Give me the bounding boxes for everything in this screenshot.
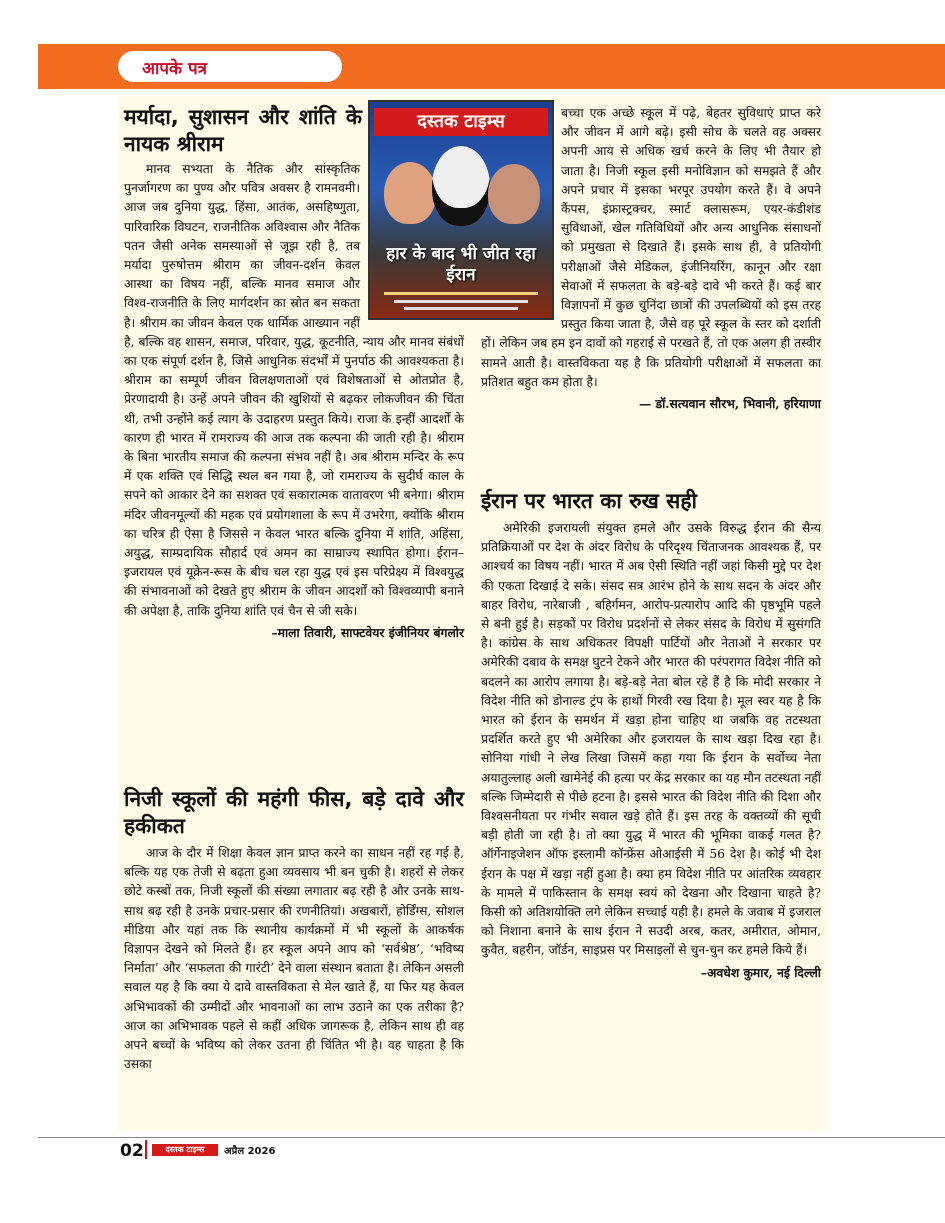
letter-3-title: ईरान पर भारत का रुख सही <box>481 489 697 513</box>
letter-2-signature: — डॉ.सत्यवान सौरभ, भिवानी, हरियाणा <box>638 396 821 412</box>
letter-1 <box>124 160 464 642</box>
section-label-pill <box>118 51 342 82</box>
letter-3 <box>481 488 821 982</box>
cover-wrap-spacer <box>360 160 464 328</box>
cover-wrap-spacer <box>481 104 561 334</box>
footer-rule <box>38 1137 945 1138</box>
letter-2-body-part1: आज के दौर में शिक्षा केवल ज्ञान प्राप्त करने का साधन नहीं रह गई है, बल्कि यह एक तेजी से बढ़ता हुआ व्यवसाय भी बन चुकी है। शहरों से लेकर छोटे कस्बों तक, निजी स्कूलों की संख्या लगातार बढ़ रही है और उनके साथ-साथ बढ़ रही है उनके प्रचार-प्रसार की रणनीतियां। अखबारों, होर्डिंग्स, सोशल मीडिया और यहां तक कि स्थानीय कार्यक्रमों में भी स्कूलों के आकर्षक विज्ञापन देखने को मिलते हैं। हर स्कूल अपने आप को ‘सर्वश्रेष्ठ’, ‘भविष्य निर्माता’ और ‘सफलता की गारंटी’ देने वाला संस्थान बताता है। लेकिन असली सवाल यह है कि क्या ये दावे वास्तविकता से मेल खाते हैं, या फिर यह केवल अभिभावकों की उम्मीदों और भावनाओं का लाभ उठाने का एक तरीका है? आज का अभिभावक पहले से कहीं अधिक जागरूक है, लेकिन साथ ही वह अपने बच्चों के भविष्य को लेकर उतना ही चिंतित भी है। वह चाहता है कि उसका <box>124 846 464 1072</box>
letter-1-body: मानव सभ्यता के नैतिक और सांस्कृतिक पुनर्जागरण का पुण्य और पवित्र अवसर है रामनवमी। आज जब दुनिया युद्ध, हिंसा, आतंक, असहिष्णुता, पारिवारिक विघटन, राजनीतिक अविश्वास और नैतिक पतन जैसी अनेक समस्याओं से जूझ रही है, तब मर्यादा पुरुषोत्तम श्रीराम का जीवन-दर्शन केवल आस्था का विषय नहीं, बल्कि मानव समाज और विश्व-राजनीति के लिए मार्गदर्शन का स्रोत बन सकता है। श्रीराम का जीवन केवल एक धार्मिक आख्यान नहीं है, बल्कि वह शासन, समाज, परिवार, युद्ध, कूटनीति, न्याय और मानव संबंधों का एक संपूर्ण दर्शन है, जिसे आधुनिक संदर्भों में पुनर्पाठ की आवश्यकता है। श्रीराम का सम्पूर्ण जीवन विलक्षणताओं एवं विशेषताओं से ओतप्रोत है, प्रेरणादायी है। उन्हें अपने जीवन की खुशियों से बढ़कर लोकजीवन की चिंता थी, तभी उन्होंने कई त्याग के उदाहरण प्रस्तुत किये। राजा के इन्हीं आदर्शों के कारण ही भारत में रामराज्य की आज तक कल्पना की जाती रही है। श्रीराम के बिना भारतीय समाज की कल्पना संभव नहीं है। अब श्रीराम मन्दिर के रूप में एक शक्ति एवं सिद्धि स्थल बन गया है, जो रामराज्य के सुदीर्घ काल के सपने को आकार देने का सशक्त एवं सकारात्मक वातावरण भी बनेगा। श्रीराम मंदिर जीवनमूल्यों की महक एवं प्रयोगशाला के रूप में उभरेगा, क्योंकि श्रीराम का चरित्र ही ऐसा है जिससे न केवल भारत बल्कि दुनिया में शांति, अहिंसा, अयुद्ध, साम्प्रदायिक सौहार्द एवं अमन का साम्राज्य स्थापित होगा। ईरान–इजरायल एवं यूक्रेन-रूस के बीच चल रहा युद्ध एवं इस परिप्रेक्ष्य में विश्वयुद्ध की संभावनाओं को देखते हुए श्रीराम के जीवन आदर्शों को विश्वव्यापी बनाने की अपेक्षा है, ताकि दुनिया शांति एवं चैन से जी सके। <box>124 162 464 618</box>
letter-2-continued <box>481 104 821 413</box>
letter-1-top <box>124 104 362 162</box>
letter-1-signature: –माला तिवारी, साफ्टवेयर इंजीनियर बंगलोर <box>271 624 464 640</box>
page-number: 02 <box>120 1141 144 1161</box>
letter-3-signature: –अवधेश कुमार, नई दिल्ली <box>700 964 821 980</box>
letter-2 <box>124 786 464 1074</box>
letter-1-title: मर्यादा, सुशासन और शांति के नायक श्रीराम <box>124 105 362 156</box>
letter-2-title: निजी स्कूलों की महंगी फीस, बड़े दावे और हकीकत <box>124 787 464 838</box>
footer-date: अप्रैल 2026 <box>224 1146 276 1157</box>
section-label: आपके पत्र <box>142 59 208 79</box>
letter-2-body-part2: बच्चा एक अच्छे स्कूल में पढ़े, बेहतर सुविधाएं प्राप्त करे और जीवन में आगे बढ़े। इसी सोच के चलते वह अक्सर अपनी आय से अधिक खर्च करने के लिए भी तैयार हो जाता है। निजी स्कूल इसी मनोविज्ञान को समझते हैं और अपने प्रचार में इसका भरपूर उपयोग करते हैं। वे अपने कैंपस, इंफ्रास्ट्रक्चर, स्मार्ट क्लासरूम, एयर-कंडीशंड सुविधाओं, खेल गतिविधियों और अन्य आधुनिक संसाधनों को प्रमुखता से दिखाते हैं। इसके साथ ही, वे प्रतियोगी परीक्षाओं जैसे मेडिकल, इंजीनियरिंग, कानून और रक्षा सेवाओं में सफलता के बड़े-बड़े दावे भी करते हैं। कई बार विज्ञापनों में कुछ चुनिंदा छात्रों की उपलब्धियों को इस तरह प्रस्तुत किया जाता है, जैसे वह पूरे स्कूल के स्तर को दर्शाती हों। लेकिन जब हम इन दावों को गहराई से परखते हैं, तो एक अलग ही तस्वीर सामने आती है। वास्तविकता यह है कि प्रतियोगी परीक्षाओं में सफलता का प्रतिशत बहुत कम होता है। <box>481 106 821 389</box>
cover-masthead: दस्तक टाइम्स <box>374 108 548 136</box>
footer-divider <box>145 1140 147 1159</box>
letter-3-body: अमेरिकी इजरायली संयुक्त हमले और उसके विरुद्ध ईरान की सैन्य प्रतिक्रियाओं पर देश के अंदर विरोध के परिदृश्य चिंताजनक आवश्यक हैं, पर आश्चर्य का विषय नहीं। भारत में अब ऐसी स्थिति नहीं जहां किसी मुद्दे पर देश की एकता दिखाई दे सके। संसद सत्र आरंभ होने के साथ सदन के अंदर और बाहर विरोध, नारेबाजी , बहिर्गमन, आरोप-प्रत्यारोप आदि की पृष्ठभूमि पहले से बनी हुई है। सड़कों पर विरोध प्रदर्शनों से लेकर संसद के विरोध में सुसंगति है। कांग्रेस के साथ अधिकतर विपक्षी पार्टियों और नेताओं ने सरकार पर अमेरिकी दबाव के समक्ष घुटने टेकने और भारत की परंपरागत विदेश नीति को बदलने का आरोप लगाया है। बड़े-बड़े नेता बोल रहे हैं है कि मोदी सरकार ने विदेश नीति को डोनाल्ड ट्रंप के हाथों गिरवी रख दिया है। मूल स्वर यह है कि भारत को ईरान के समर्थन में खड़ा होना चाहिए था जबकि वह तटस्थता प्रदर्शित करते हुए भी अमेरिका और इजरायल के साथ खड़ा दिख रहा है। सोनिया गांधी ने लेख लिखा जिसमें कहा गया कि ईरान के सर्वोच्च नेता अयातुल्लाह अली खामेनेई की हत्या पर केंद्र सरकार का यह मौन तटस्थता नहीं बल्कि जिम्मेदारी से पीछे हटना है। इससे भारत की विदेश नीति की दिशा और विश्वसनीयता पर गंभीर सवाल खड़े होते हैं। इस तरह के वक्तव्यों की सूची बड़ी होती जा रही है। तो क्या युद्ध में भारत की भूमिका वाकई गलत है? ऑर्गेनाइजेशन ऑफ इस्लामी कॉन्फ्रेंस ओआईसी में 56 देश है। कोई भी देश ईरान के पक्ष में खड़ा नहीं हुआ है। क्या हम विदेश नीति पर आंतरिक व्यवहार के मामले में पाकिस्तान के समक्ष स्वयं को देखना और दिखाना चाहते है? किसी को अतिशयोक्ति लगे लेकिन सच्चाई यही है। हमले के जवाब में इजराल को निशाना बनाने के साथ ईरान ने सउदी अरब, कतर, अमीरात, ओमान, कुवैत, बहरीन, जॉर्डन, साइप्रस पर मिसाइलों से चुन-चुन कर हमले किये हैं। <box>481 521 821 958</box>
cover-headline: हार के बाद भी जीत रहा ईरान <box>386 244 536 285</box>
footer-logo: दस्तक टाइम्स <box>152 1144 218 1156</box>
